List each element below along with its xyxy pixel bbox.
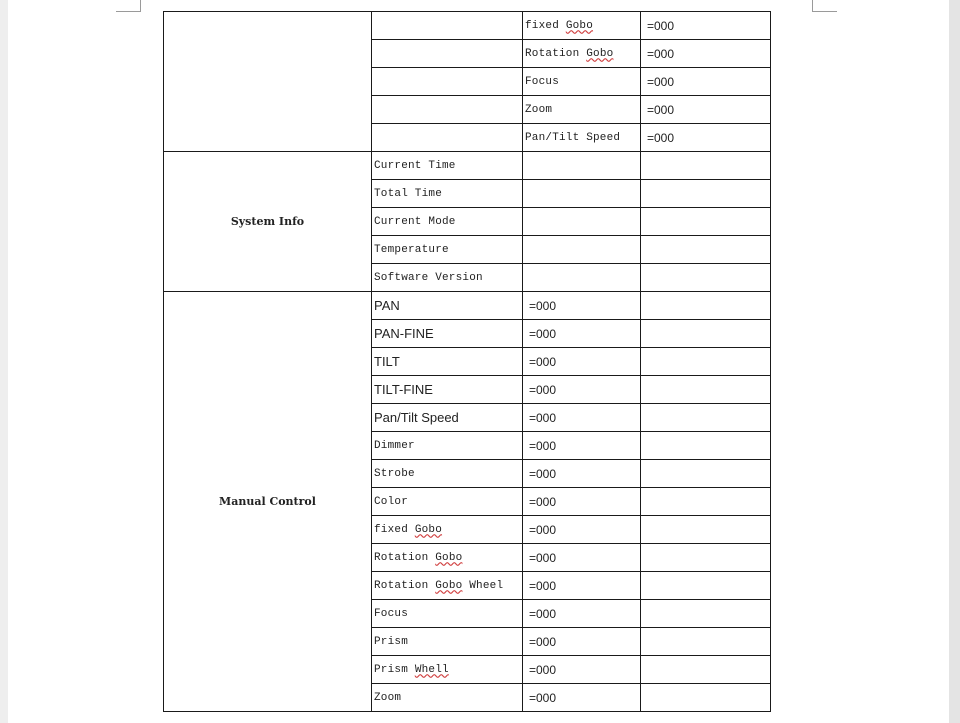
page-margin-left [0,0,8,723]
param-name: Rotation Gobo [523,40,641,68]
control-value: =000 [523,460,641,488]
section-label-manual-control: Manual Control [164,292,372,712]
param-name: Zoom [523,96,641,124]
control-name: Focus [372,600,523,628]
control-name: Zoom [372,684,523,712]
control-value: =000 [523,544,641,572]
control-value: =000 [523,516,641,544]
control-name: Prism Whell [372,656,523,684]
table-row [164,292,771,320]
crop-mark-right [812,0,837,12]
control-name: PAN-FINE [372,320,523,348]
table-row [164,152,771,180]
control-value: =000 [523,432,641,460]
control-value: =000 [523,628,641,656]
control-name: Prism [372,628,523,656]
param-name: Pan/Tilt Speed [523,124,641,152]
control-value: =000 [523,600,641,628]
crop-mark-left [116,0,141,12]
control-name: Pan/Tilt Speed [372,404,523,432]
control-value: =000 [523,572,641,600]
param-value: =000 [641,124,771,152]
control-value: =000 [523,656,641,684]
control-name: Rotation Gobo Wheel [372,572,523,600]
param-value: =000 [641,12,771,40]
control-name: Color [372,488,523,516]
param-value: =000 [641,40,771,68]
info-item: Total Time [372,180,523,208]
section-cell-continued [164,12,372,152]
param-value: =000 [641,68,771,96]
control-name: TILT-FINE [372,376,523,404]
control-value: =000 [523,376,641,404]
info-item: Current Mode [372,208,523,236]
control-name: TILT [372,348,523,376]
info-item: Temperature [372,236,523,264]
info-item: Software Version [372,264,523,292]
menu-table [163,11,771,712]
param-name: Focus [523,68,641,96]
control-value: =000 [523,320,641,348]
param-name: fixed Gobo [523,12,641,40]
control-value: =000 [523,348,641,376]
control-value: =000 [523,292,641,320]
control-name: Dimmer [372,432,523,460]
control-name: PAN [372,292,523,320]
control-name: fixed Gobo [372,516,523,544]
control-value: =000 [523,404,641,432]
control-value: =000 [523,684,641,712]
section-label-system-info: System Info [164,152,372,292]
control-value: =000 [523,488,641,516]
control-name: Rotation Gobo [372,544,523,572]
control-name: Strobe [372,460,523,488]
info-item: Current Time [372,152,523,180]
table-row [164,12,771,40]
page-margin-right [949,0,960,723]
param-value: =000 [641,96,771,124]
